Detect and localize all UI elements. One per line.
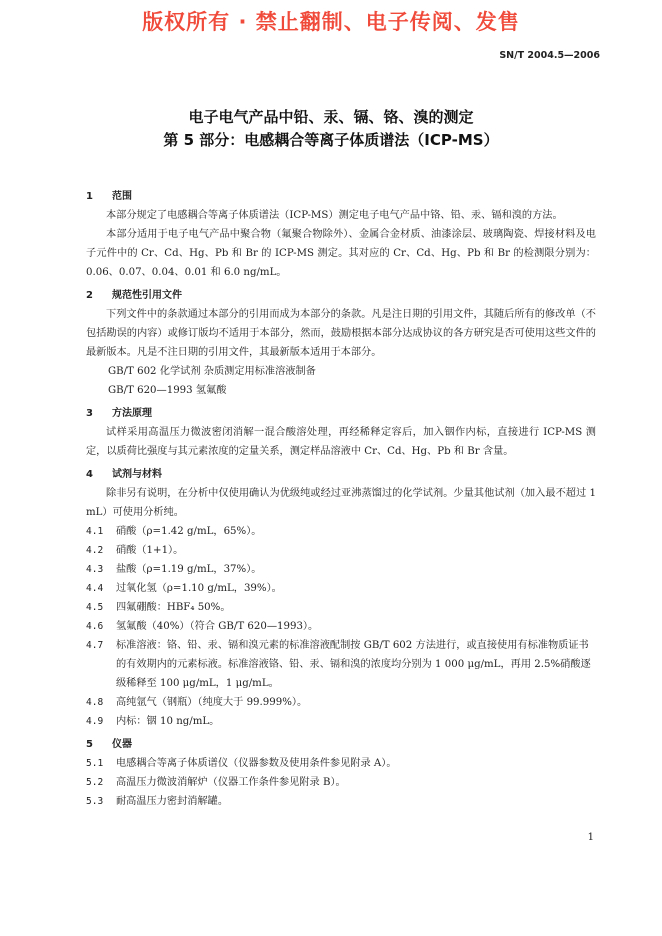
item-text: 电感耦合等离子体质谱仪（仪器参数及使用条件参见附录 A）。 <box>116 758 397 769</box>
list-item <box>86 773 596 792</box>
list-item <box>86 754 596 773</box>
section-heading-scope <box>86 187 596 206</box>
item-number: 4.8 <box>86 697 104 708</box>
item-number: 4.1 <box>86 526 104 537</box>
item-text: 内标：铟 10 ng/mL。 <box>116 716 220 727</box>
section-title: 仪器 <box>112 739 132 750</box>
paragraph: 除非另有说明，在分析中仅使用确认为优级纯或经过亚沸蒸馏过的化学试剂。少量其他试剂（加入最不超过 1 mL）可使用分析纯。 <box>86 488 596 518</box>
section-number: 4 <box>86 469 93 480</box>
reference-item: GB/T 602 化学试剂 杂质测定用标准溶液制备 <box>108 366 316 377</box>
paragraph: 本部分规定了电感耦合等离子体质谱法（ICP-MS）测定电子电气产品中铬、铅、汞、镉和溴的方法。 <box>106 210 563 221</box>
section-number: 5 <box>86 739 93 750</box>
section-number: 3 <box>86 408 93 419</box>
item-number: 5.1 <box>86 758 104 769</box>
item-text: 耐高温压力密封消解罐。 <box>116 796 229 807</box>
reference-item: GB/T 620—1993 氢氟酸 <box>108 385 227 396</box>
section-heading-normative-references <box>86 286 596 305</box>
document-title <box>0 106 662 152</box>
document-body <box>86 183 596 811</box>
item-number: 4.6 <box>86 621 104 632</box>
copyright-watermark: 版权所有 · 禁止翻制、电子传阅、发售 <box>142 10 520 34</box>
item-number: 5.3 <box>86 796 104 807</box>
list-item <box>86 636 596 693</box>
list-item <box>86 617 596 636</box>
standard-code: SN/T 2004.5—2006 <box>499 50 600 61</box>
paragraph: 下列文件中的条款通过本部分的引用而成为本部分的条款。凡是注日期的引用文件，其随后所有的修改单（不包括勘误的内容）或修订版均不适用于本部分，然而，鼓励根据本部分达成协议的各方研究是否可使用这些文件的最新版本。凡是不注日期的引用文件，其最新版本适用于本部分。 <box>86 309 596 358</box>
section-heading-reagents <box>86 465 596 484</box>
item-text: 氢氟酸（40%）（符合 GB/T 620—1993）。 <box>116 621 319 632</box>
item-number: 5.2 <box>86 777 104 788</box>
section-heading-principle <box>86 404 596 423</box>
list-item <box>86 792 596 811</box>
item-text: 高温压力微波消解炉（仪器工作条件参见附录 B）。 <box>116 777 346 788</box>
item-number: 4.2 <box>86 545 104 556</box>
item-text: 高纯氩气（钢瓶）（纯度大于 99.999%）。 <box>116 697 308 708</box>
item-text: 四氟硼酸：HBF₄ 50%。 <box>116 602 231 613</box>
list-item <box>86 693 596 712</box>
item-number: 4.5 <box>86 602 104 613</box>
page-number: 1 <box>587 832 594 843</box>
item-text: 硝酸（ρ=1.42 g/mL，65%）。 <box>116 526 262 537</box>
item-number: 4.4 <box>86 583 104 594</box>
item-number: 4.9 <box>86 716 104 727</box>
item-number: 4.3 <box>86 564 104 575</box>
section-title: 规范性引用文件 <box>112 290 182 301</box>
list-item <box>86 522 596 541</box>
section-title: 试剂与材料 <box>112 469 162 480</box>
list-item <box>86 712 596 731</box>
item-text: 过氧化氢（ρ=1.10 g/mL，39%）。 <box>116 583 282 594</box>
paragraph: 本部分适用于电子电气产品中聚合物（氟聚合物除外）、金属合金材质、油漆涂层、玻璃陶瓷、焊接材料及电子元件中的 Cr、Cd、Hg、Pb 和 Br 的 ICP-MS 测定。其对应的 Cr、Cd、Hg、Pb 和 Br 的检测限分别为：0.06、0.07、0.04、0.01 和 6.0 ng/mL。 <box>86 229 596 278</box>
section-title: 范围 <box>112 191 132 202</box>
section-heading-apparatus <box>86 735 596 754</box>
title-line-1: 电子电气产品中铅、汞、镉、铬、溴的测定 <box>188 108 474 126</box>
list-item <box>86 541 596 560</box>
section-title: 方法原理 <box>112 408 152 419</box>
item-number: 4.7 <box>86 640 104 651</box>
list-item <box>86 579 596 598</box>
list-item <box>86 598 596 617</box>
item-text: 标准溶液：铬、铅、汞、镉和溴元素的标准溶液配制按 GB/T 602 方法进行，或直接使用有标准物质证书的有效期内的元素标液。标准溶液铬、铅、汞、镉和溴的浓度均分别为 1 000 μg/mL，再用 2.5%硝酸逐级稀释至 100 μg/mL，1 μg/mL。 <box>116 640 591 689</box>
paragraph: 试样采用高温压力微波密闭消解一混合酸溶处理，再经稀释定容后，加入铟作内标，直接进行 ICP-MS 测定，以质荷比强度与其元素浓度的定量关系，测定样品溶液中 Cr、Cd、Hg、Pb 和 Br 含量。 <box>86 427 596 457</box>
item-text: 硝酸（1+1）。 <box>116 545 184 556</box>
section-number: 1 <box>86 191 93 202</box>
title-line-2: 第 5 部分：电感耦合等离子体质谱法（ICP-MS） <box>163 131 499 149</box>
section-number: 2 <box>86 290 93 301</box>
list-item <box>86 560 596 579</box>
item-text: 盐酸（ρ=1.19 g/mL，37%）。 <box>116 564 262 575</box>
